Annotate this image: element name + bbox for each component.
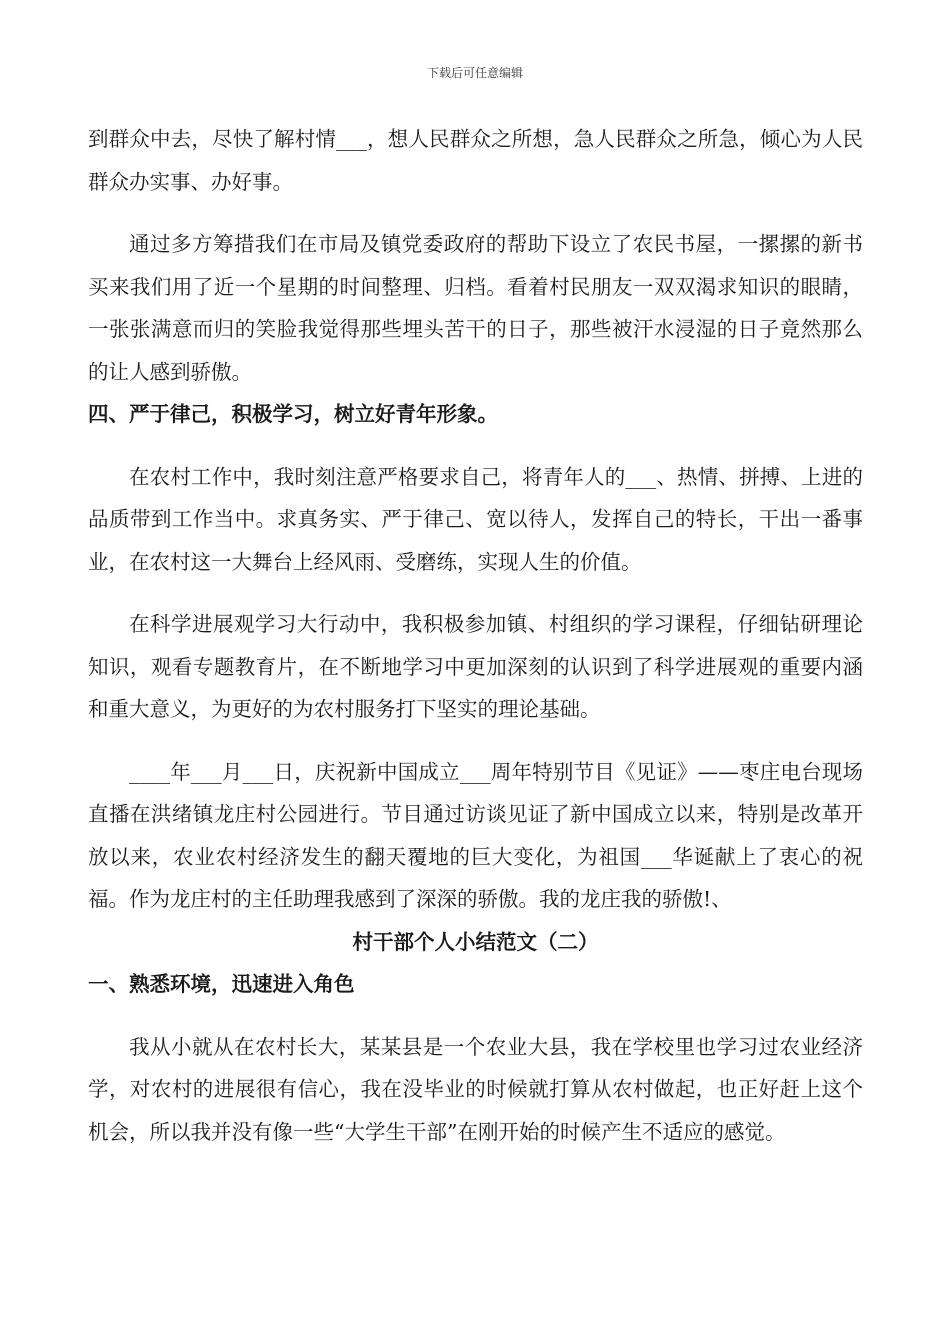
section-title-two: 村干部个人小结范文（二） [352,929,599,954]
paragraph-rural-work: 在农村工作中，我时刻注意严格要求自己，将青年人的___、热情、拼搏、上进的品质带到工作当中。求真务实、严于律己、宽以待人，发挥自己的特长，干出一番事业，在农村这一大舞台上经风雨、受磨练，实现人生的价值。 [88,464,863,574]
paragraph-broadcast-event: ____年___月___日，庆祝新中国成立___周年特别节目《见证》——枣庄电台现场直播在洪绪镇龙庄村公园进行。节目通过访谈见证了新中国成立以来，特别是改革开放以来，农业农村经济发生的翻天覆地的巨大变化，为祖国___华诞献上了衷心的祝福。作为龙庄村的主任助理我感到了深深的骄傲。我的龙庄我的骄傲!、 [88,759,863,911]
paragraph-continuation: 到群众中去，尽快了解村情___，想人民群众之所想，急人民群众之所急，倾心为人民群众办实事、办好事。 [88,127,863,194]
document-body [88,118,863,1153]
section-heading-four: 四、严于律己，积极学习，树立好青年形象。 [88,402,498,426]
section-heading-one: 一、熟悉环境，迅速进入角色 [88,972,355,996]
paragraph-scientific-study: 在科学进展观学习大行动中，我积极参加镇、村组织的学习课程，仔细钻研理论知识，观看专题教育片，在不断地学习中更加深刻的认识到了科学进展观的重要内涵和重大意义，为更好的为农村服务打下坚实的理论基础。 [88,612,863,721]
paragraph-background: 我从小就从在农村长大，某某县是一个农业大县，我在学校里也学习过农业经济学，对农村的进展很有信心，我在没毕业的时候就打算从农村做起，也正好赶上这个机会，所以我并没有像一些“大学生干部”在刚开始的时候产生不适应的感觉。 [88,1034,863,1144]
page-header-note: 下载后可任意编辑 [426,66,523,80]
paragraph-farmers-library: 通过多方筹措我们在市局及镇党委政府的帮助下设立了农民书屋，一摞摞的新书买来我们用了近一个星期的时间整理、归档。看着村民朋友一双双渴求知识的眼睛，一张张满意而归的笑脸我觉得那些埋头苦干的日子，那些被汗水浸湿的日子竟然那么的让人感到骄傲。 [88,232,863,384]
